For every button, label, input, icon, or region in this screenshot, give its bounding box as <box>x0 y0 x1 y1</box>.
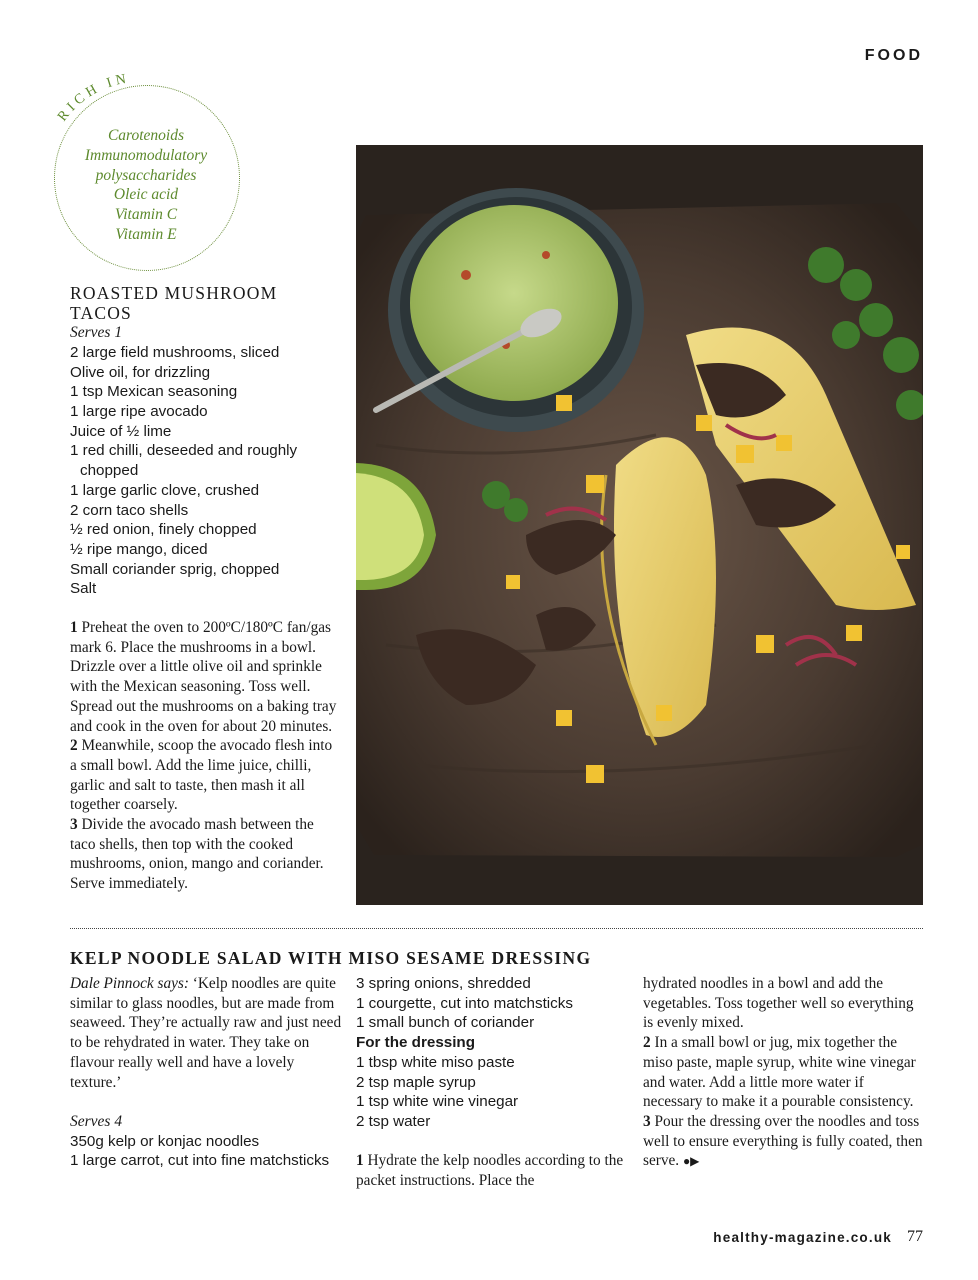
badge-title: RICH IN <box>55 71 132 125</box>
end-mark-icon: ●▶ <box>682 1154 700 1169</box>
tacos-title <box>70 284 340 323</box>
kelp-method <box>643 974 923 1172</box>
step-number: 2 <box>643 1034 651 1052</box>
ingredient: 1 courgette, cut into matchsticks <box>356 994 573 1012</box>
badge-item: Carotenoids <box>107 127 185 144</box>
badge-item: Immunomodulatory <box>84 146 208 164</box>
quote-author: Dale Pinnock says: <box>70 975 189 992</box>
ingredient: 1 small bunch of coriander <box>356 1014 535 1032</box>
ingredient: 1 tsp white wine vinegar <box>356 1093 519 1111</box>
step-text: hydrated noodles in a bowl and add the vegetables. Toss together well so everything is evenly mixed. <box>643 975 914 1032</box>
section-label: FOOD <box>864 47 923 64</box>
badge-item: polysaccharides <box>95 166 197 184</box>
step-text: In a small bowl or jug, mix together the miso paste, maple syrup, white wine vinegar and water. Add a little more water if necessary to make it a pourable consistency. <box>643 1034 916 1111</box>
tacos-title-line1: ROASTED MUSHROOM <box>70 283 278 303</box>
step-text: Pour the dressing over the noodles and toss well to ensure everything is fully coated, then serve. <box>643 1112 923 1170</box>
tacos-ingredients <box>70 343 340 599</box>
step-number: 3 <box>643 1112 651 1130</box>
ingredient: 1 tbsp white miso paste <box>356 1053 515 1071</box>
ingredient: Olive oil, for drizzling <box>70 363 211 381</box>
ingredient: 2 tsp water <box>356 1112 431 1130</box>
ingredient: 1 large ripe avocado <box>70 403 208 420</box>
ingredient: 1 large carrot, cut into fine matchsticks <box>70 1152 330 1170</box>
step-text: Divide the avocado mash between the taco shells, then top with the cooked mushrooms, onion, mango and coriander. Serve immediately. <box>70 816 324 893</box>
kelp-column-3 <box>643 974 923 1172</box>
badge-item: Vitamin C <box>114 206 178 224</box>
footer-site: healthy-magazine.co.uk <box>713 1230 892 1245</box>
badge-item: Vitamin E <box>115 225 177 243</box>
ingredient: Juice of ½ lime <box>70 422 172 440</box>
ingredient: 2 tsp maple syrup <box>356 1073 476 1091</box>
ingredient: Salt <box>70 580 97 598</box>
step-number: 2 <box>70 737 78 755</box>
rich-in-badge <box>48 60 248 275</box>
tacos-method <box>70 618 340 894</box>
ingredient: 1 large garlic clove, crushed <box>70 481 260 499</box>
ingredient: 2 corn taco shells <box>70 501 189 519</box>
ingredient: Small coriander sprig, chopped <box>70 560 280 578</box>
kelp-ingredients-a <box>70 1132 345 1171</box>
kelp-ingredients-b <box>356 974 631 1132</box>
step-number: 3 <box>70 816 78 834</box>
tacos-photo-illustration <box>356 145 923 905</box>
ingredient: 2 large field mushrooms, sliced <box>70 343 280 361</box>
tacos-recipe <box>70 284 340 894</box>
kelp-column-1 <box>70 974 345 1171</box>
badge-list <box>54 126 238 245</box>
dressing-heading: For the dressing <box>356 1034 475 1052</box>
tacos-serves: Serves 1 <box>70 324 123 342</box>
step-text: Preheat the oven to 200ºC/180ºC fan/gas mark 6. Place the mushrooms in a bowl. Drizzle over a little olive oil and sprinkle with the Mexican seasoning. Toss well. Spread out the mushrooms on a baking tray and cook in the oven for about 20 minutes. <box>70 619 337 735</box>
ingredient: ½ ripe mango, diced <box>70 540 208 558</box>
quote-text: ‘Kelp noodles are quite similar to glass noodles, but are made from seaweed. They’re actually raw and just need to be rehydrated in water. They take on flavour really well and have a lovely texture.’ <box>70 975 342 1091</box>
step-text: Meanwhile, scoop the avocado flesh into a small bowl. Add the lime juice, chilli, garlic and salt to taste, then mash it all together coarsely. <box>70 737 333 814</box>
step-number: 1 <box>356 1152 364 1170</box>
ingredient: 350g kelp or konjac noodles <box>70 1132 260 1150</box>
kelp-step-1-start <box>356 1151 631 1190</box>
step-text: Hydrate the kelp noodles according to the packet instructions. Place the <box>356 1152 624 1190</box>
kelp-title: KELP NOODLE SALAD WITH MISO SESAME DRESSING <box>70 948 592 968</box>
badge-item: Oleic acid <box>113 186 179 204</box>
step-number: 1 <box>70 619 78 637</box>
tacos-title-line2: TACOS <box>70 302 132 323</box>
tacos-photo <box>356 145 923 905</box>
kelp-quote <box>70 974 345 1092</box>
ingredient: 1 tsp Mexican seasoning <box>70 383 238 401</box>
section-divider <box>70 928 923 929</box>
page-number: 77 <box>907 1228 923 1245</box>
ingredient: 1 red chilli, deseeded and roughly chopped <box>70 442 298 480</box>
ingredient: ½ red onion, finely chopped <box>70 521 257 539</box>
ingredient: 3 spring onions, shredded <box>356 975 531 992</box>
kelp-serves: Serves 4 <box>70 1112 123 1130</box>
kelp-column-2 <box>356 974 631 1191</box>
